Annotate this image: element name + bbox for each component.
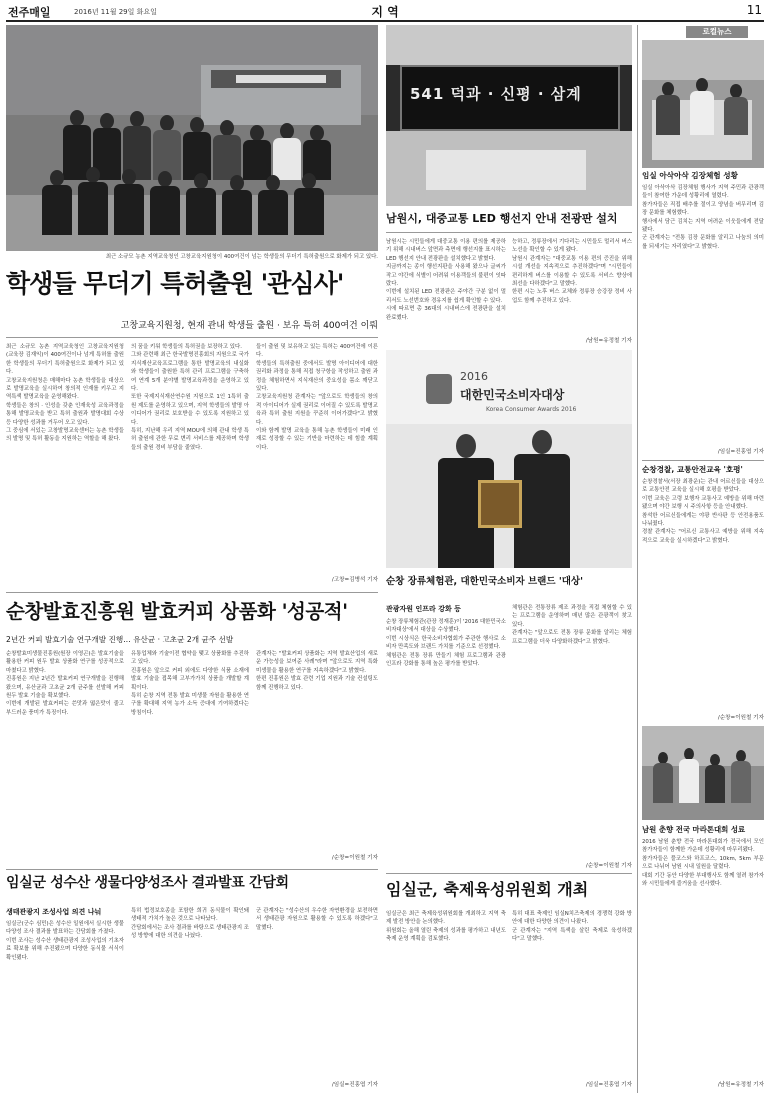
masthead-paper-name: 전주매일	[8, 6, 51, 18]
consumer-award-photo	[386, 350, 632, 568]
award-year: 2016	[460, 370, 488, 383]
masthead-section: 지 역	[371, 5, 399, 19]
story1-body-col3: 들이 출원 및 보유하고 있는 특허는 400여건에 이른다. 학생들의 특허출원 중에서도 발명 아이디어에 대한 권리화 과정을 통해 직접 청구항을 작성하고 출원 과정을 체험하면서 지식재산의 중요성을 몸소 깨닫고 있다. 고창교육지원청 관계자는 "앞으로도 학생들의 창의적 아이디어가 실제 권리로 이어질 수 있도록 발명교육과 특허 출원 지원을 꾸준히 이어가겠다"고 밝혔다. 이와 함께 발명 교육을 통해 농촌 학생들이 미래 인재로 성장할 수 있는 기반을 마련하는 데 힘쓸 계획이다.	[256, 344, 378, 451]
story1-divider	[6, 337, 378, 338]
right2-byline: /순창=이원철 기자	[717, 715, 764, 721]
right1-byline: /임실=진홍엽 기자	[717, 449, 764, 455]
masthead-rule	[6, 20, 764, 22]
story2-divider	[386, 232, 632, 233]
award-title-en: Korea Consumer Awards 2016	[486, 406, 577, 413]
story2-caption: 남원시, 대중교통 LED 행선지 안내 전광판 설치	[386, 212, 618, 225]
award-title: 대한민국소비자대상	[460, 388, 565, 402]
story6-headline: 임실군, 축제육성위원회 개최	[386, 880, 589, 899]
right3-byline: /남원=유정철 기자	[717, 1082, 764, 1088]
story2-body-col2: 능하고, 정류장에서 기다리는 시민들도 멀리서 버스 노선을 확인할 수 있게 됐다. 남원시 관계자는 "대중교통 이용 편의 증진을 위해 시설 개선을 지속적으로 추진하겠다"며 "시민들이 편리하게 버스를 이용할 수 있도록 서비스 향상에 최선을 다하겠다"고 말했다. 한편 시는 노후 버스 교체와 정류장 승강장 정비 사업도 함께 추진하고 있다.	[512, 239, 632, 304]
story5-body-col1: 순창 장류체험관(관장 정재훈)이 '2016 대한민국소비자대상'에서 대상을 수상했다. 이번 시상식은 한국소비자협회가 주관한 행사로 소비자 만족도와 브랜드 가치를 기준으로 선정했다. 체험관은 전통 장류 만들기 체험 프로그램과 관광 인프라 강화를 통해 높은 평가를 받았다.	[386, 619, 506, 668]
right1-headline: 임실 아삭아삭 김장체험 성황	[642, 171, 738, 180]
students-group-photo	[6, 25, 378, 251]
story4-headline: 임실군 성수산 생물다양성조사 결과발표 간담회	[6, 875, 289, 891]
story6-body-col2: 특히 대표 축제인 임실N치즈축제의 경쟁력 강화 방안에 대한 다양한 의견이 나왔다. 군 관계자는 "지역 특색을 살린 축제로 육성하겠다"고 말했다.	[512, 911, 632, 943]
masthead-page-number: 11	[746, 3, 762, 17]
story4-body-col3: 군 관계자는 "성수산의 우수한 자연환경을 보전하면서 생태관광 자원으로 활용할 수 있도록 하겠다"고 말했다.	[256, 908, 378, 931]
award-logo-icon	[426, 374, 452, 404]
right3-body: 2016 남원 춘향 전국 마라톤대회가 전국에서 모인 참가자들이 함께한 가운데 성황리에 마무리됐다. 참가자들은 풀코스와 하프코스, 10km, 5km 부문으로 나뉘어 남원 시내 일원을 달렸다. 대회 기간 동안 다양한 부대행사도 함께 열려 참가자와 시민들에게 즐거움을 선사했다.	[642, 839, 764, 888]
marathon-photo	[642, 726, 764, 820]
story1-subhead: 고창교육지원청, 현재 관내 학생들 출원 · 보유 특허 400여건 이뤄	[120, 321, 378, 331]
local-news-logo: 로컬뉴스	[686, 26, 748, 38]
story4-byline: /임실=진홍엽 기자	[331, 1082, 378, 1088]
story4-subhead: 생태관광지 조성사업 의견 나눠	[6, 908, 102, 916]
story5-subhead: 관광자원 인프라 강화 등	[386, 605, 461, 613]
story2-body-col1: 남원시는 시민들에게 대중교통 이용 편의를 제공하기 위해 시내버스 앞면과 측면에 행선지를 표시하는 LED 행선지 안내 전광판을 설치했다고 밝혔다. 지금까지는 종이 행선지판을 사용해 왔으나 글씨가 작고 야간에 식별이 어려워 이용객들의 불편이 잇따랐다. 이번에 설치된 LED 전광판은 주야간 구분 없이 멀리서도 노선번호와 경유지를 쉽게 확인할 수 있다. 시에 따르면 총 36대의 시내버스에 전광판을 설치 완료했다.	[386, 239, 506, 321]
photo-caption: 최근 소규모 농촌 지역교육청인 고창교육지원청이 400여건이 넘는 학생들의 무더기 특허출원으로 화제가 되고 있다.	[105, 254, 378, 260]
story3-subhead: 2년간 커피 발효기술 연구개발 진행… 유산균 · 고초균 2개 균주 선발	[6, 635, 234, 644]
right3-headline: 남원 춘향 전국 마라톤대회 성료	[642, 825, 746, 834]
right2-body: 순창경찰서(서장 최광운)는 관내 어르신들을 대상으로 교통안전 교육을 실시해 호평을 받았다. 이번 교육은 고령 보행자 교통사고 예방을 위해 마련됐으며 야간 보행 시 주의사항 등을 안내했다. 참석한 어르신들에게는 야광 반사판 등 안전용품도 나눠줬다. 경찰 관계자는 "어르신 교통사고 예방을 위해 지속적으로 교육을 실시하겠다"고 밝혔다.	[642, 479, 764, 544]
story6-byline: /임실=진홍엽 기자	[585, 1082, 632, 1088]
story1-body-col1: 최근 소규모 농촌 지역교육청인 고창교육지원청(교육장 김재익)이 400여건이나 넘게 특허를 출원한 학생들의 무더기 특허출원으로 화제가 되고 있다. 고창교육지원청은 매해마다 농촌 학생들을 대상으로 발명교육을 실시하여 창의적 인재를 키우고 지역특색 발명교육을 운영해왔다. 학생들은 창의 · 인성을 갖춘 인재육성 교육과정을 통해 발명교육을 받고 특허 출원과 발명대회 수상 등 다양한 성과를 거두어 오고 있다. 그 중심에 서있는 고창발명교육센터는 농촌 학생들의 발명 및 특허 활동을 지원하는 역할을 해 왔다.	[6, 344, 124, 443]
masthead-date: 2016년 11월 29일 화요일	[74, 8, 157, 16]
story3-body-col3: 관계자는 "발효커피 상품화는 지역 발효산업의 새로운 가능성을 보여준 사례"라며 "앞으로도 지역 특화 미생물을 활용한 연구를 지속하겠다"고 밝혔다. 한편 진흥원은 발효 관련 기업 지원과 기술 컨설팅도 함께 진행하고 있다.	[256, 651, 378, 691]
bus-led-text: 541 덕과 · 신평 · 삼계	[410, 85, 582, 103]
story3-body-col2: 유통업체와 기술이전 협약을 맺고 상품화를 추진하고 있다. 진흥원은 앞으로 커피 외에도 다양한 식품 소재에 발효 기술을 접목해 고부가가치 상품을 개발할 계획이다. 특히 순창 지역 전통 발효 미생물 자원을 활용한 연구를 확대해 지역 농가 소득 증대에 기여하겠다는 방침이다.	[131, 651, 249, 716]
story5-caption: 순창 장류체험관, 대한민국소비자 브랜드 '대상'	[386, 576, 584, 587]
story2-byline: /남원=유정철 기자	[585, 338, 632, 344]
story1-byline: /고창=김병석 기자	[331, 577, 378, 583]
story3-body-col1: 순창발효미생물진흥원(원장 이영곤)은 발효기술을 활용한 커피 원두 발효 상품화 연구를 성공적으로 마쳤다고 밝혔다. 진흥원은 지난 2년간 발효커피 연구개발을 진행해 왔으며, 유산균과 고초균 2개 균주를 선발해 커피 원두 발효 기술을 확보했다. 이번에 개발된 발효커피는 쓴맛과 떫은맛이 줄고 부드러운 풍미가 특징이다.	[6, 651, 124, 716]
story5-body-col2: 체험관은 전통장류 제조 과정을 직접 체험할 수 있는 프로그램을 운영하며 매년 많은 관광객이 찾고 있다. 관계자는 "앞으로도 전통 장류 문화를 알리는 체험 프로그램을 더욱 다양화하겠다"고 밝혔다.	[512, 605, 632, 645]
story3-headline: 순창발효진흥원 발효커피 상품화 '성공적'	[6, 600, 348, 623]
story6-body-col1: 임실군은 최근 축제육성위원회를 개최하고 지역 축제 발전 방안을 논의했다. 위원회는 올해 열린 축제의 성과를 평가하고 내년도 축제 운영 계획을 검토했다.	[386, 911, 506, 943]
bus-led-sign-photo	[386, 25, 632, 206]
story5-byline: /순창=이원철 기자	[585, 863, 632, 869]
story3-byline: /순창=이원철 기자	[331, 855, 378, 861]
award-plaque-icon	[478, 480, 522, 528]
right2-top-rule	[642, 460, 764, 461]
story6-top-rule	[386, 873, 632, 874]
right2-headline: 순창경찰, 교통안전교육 '호평'	[642, 465, 743, 474]
right1-body: 임실 아삭아삭 김장체험 행사가 지역 주민과 관광객들이 참여한 가운데 성황리에 열렸다. 참가자들은 직접 배추를 절이고 양념을 버무리며 김장 문화를 체험했다. 행사에서 담근 김치는 지역 어려운 이웃들에게 전달됐다. 군 관계자는 "전통 김장 문화를 알리고 나눔의 의미를 되새기는 자리였다"고 밝혔다.	[642, 185, 764, 250]
story3-top-rule	[6, 592, 378, 593]
story4-body-col1: 임실군(군수 심민)은 성수산 일원에서 실시한 생물다양성 조사 결과를 발표하는 간담회를 가졌다. 이번 조사는 성수산 생태관광지 조성사업의 기초자료 확보를 위해 추진됐으며 다양한 동식물 서식이 확인됐다.	[6, 921, 124, 961]
banner-text-icon	[236, 75, 326, 83]
story1-headline: 학생들 무더기 특허출원 '관심사'	[6, 269, 344, 298]
right-column-divider	[637, 25, 638, 1093]
story1-body-col2: 의 꿈을 키워 학생들의 특허권을 보장하고 있다. 그와 관련해 최근 한국발명진흥회의 지원으로 국가지식재산교육프로그램을 통한 발명교육의 내실화와 학생들이 출원한 특허 관리 프로그램을 구축하여 연계 5개 분야별 발명교육과정을 운영하고 있다. 또한 국제지식재산연수원 지원으로 1인 1특허 출원 제도를 운영하고 있으며, 지역 학생들의 발명 아이디어가 권리로 보호받을 수 있도록 지원하고 있다. 특히, 지난해 우리 지역 MOU에 의해 관내 학생 특허 출원에 관한 무료 변리 서비스를 제공하며 학생들의 출원 경비 부담을 줄였다.	[131, 344, 249, 451]
story4-top-rule	[6, 869, 378, 870]
story4-body-col2: 특히 법정보호종을 포함한 희귀 동식물이 확인돼 생태적 가치가 높은 것으로 나타났다. 간담회에서는 조사 결과를 바탕으로 생태관광지 조성 방향에 대한 의견을 나눴다.	[131, 908, 249, 940]
kimchi-event-photo	[642, 40, 764, 168]
